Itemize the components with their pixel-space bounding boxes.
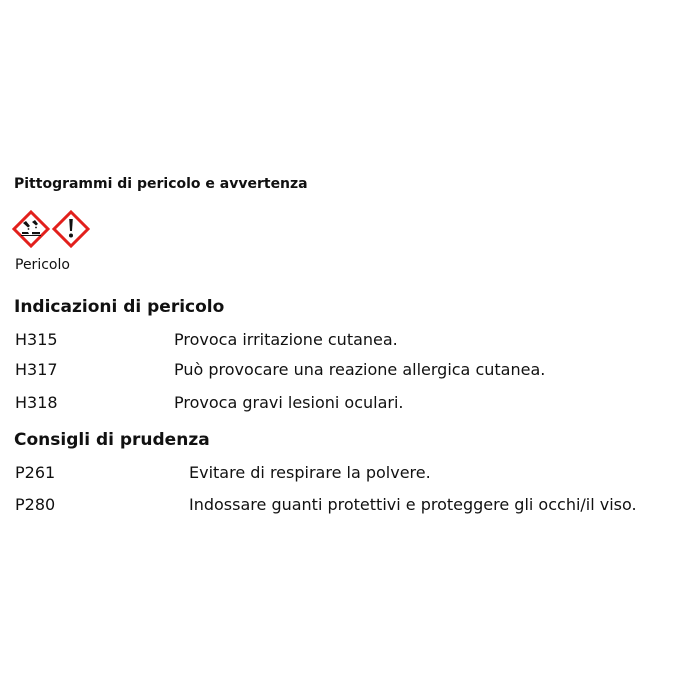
precautionary-statement-row bbox=[15, 462, 700, 484]
precautionary-text: Indossare guanti protettivi e proteggere gli occhi/il viso. bbox=[189, 495, 637, 514]
hazard-code: H318 bbox=[15, 393, 58, 412]
precautionary-text: Evitare di respirare la polvere. bbox=[189, 463, 431, 482]
hazard-statement-row bbox=[15, 392, 700, 414]
hazard-text: Provoca irritazione cutanea. bbox=[174, 330, 398, 349]
precautionary-statements-heading: Consigli di prudenza bbox=[14, 430, 210, 450]
hazard-statement-row bbox=[15, 359, 700, 381]
signal-word: Pericolo bbox=[15, 257, 70, 273]
hazard-code: H317 bbox=[15, 360, 58, 379]
hazard-statement-row bbox=[15, 329, 700, 351]
hazard-statements-heading: Indicazioni di pericolo bbox=[14, 297, 225, 317]
hazard-text: Può provocare una reazione allergica cutanea. bbox=[174, 360, 546, 379]
pictograms-title: Pittogrammi di pericolo e avvertenza bbox=[14, 176, 308, 192]
hazard-pictograms bbox=[12, 210, 90, 248]
exclamation-mark-icon bbox=[52, 210, 90, 248]
hazard-code: H315 bbox=[15, 330, 58, 349]
precautionary-code: P261 bbox=[15, 463, 56, 482]
precautionary-statement-row bbox=[15, 494, 700, 516]
corrosion-icon bbox=[12, 210, 50, 248]
precautionary-code: P280 bbox=[15, 495, 56, 514]
hazard-text: Provoca gravi lesioni oculari. bbox=[174, 393, 404, 412]
